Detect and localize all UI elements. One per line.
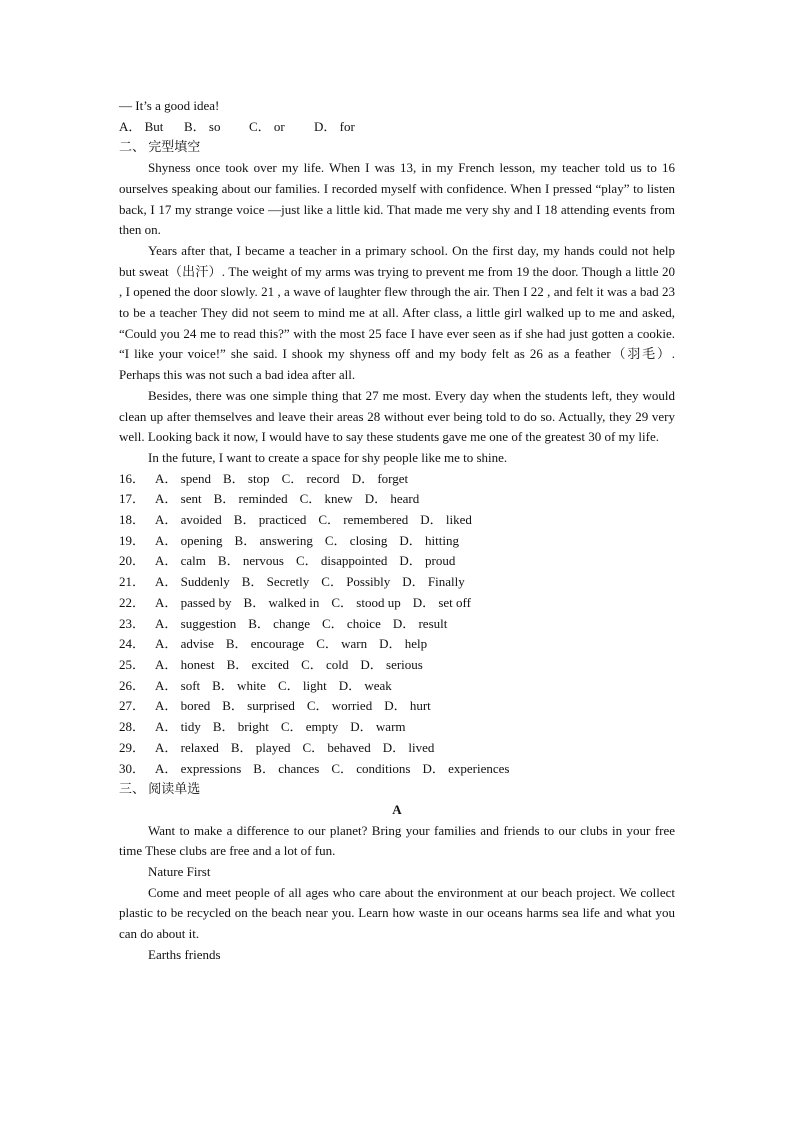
option-b: B． stop — [222, 470, 270, 486]
question-number: 24． — [119, 636, 146, 652]
option-d: D． heard — [364, 491, 420, 507]
option-c: C． cold — [301, 656, 349, 672]
question-row — [119, 717, 675, 738]
question-row — [119, 489, 675, 510]
option-c: C． Possibly — [321, 574, 391, 590]
question-number: 21． — [119, 574, 146, 590]
option-b: B． white — [212, 677, 266, 693]
question-row — [119, 655, 675, 676]
option-b: B． walked in — [243, 594, 320, 610]
cloze-paragraph-1: Shyness once took over my life. When I was 13, in my French lesson, my teacher told us to 16 ourselves speaking about our families. I recorded myself with confidence. When I pressed “play” to listen back, I 17 my strange voice —just like a little kid. That made me very shy and I 18 attending events from then on. — [119, 160, 675, 238]
option-a: A． avoided — [155, 512, 222, 528]
option-d: D． hitting — [399, 532, 459, 548]
question-row — [119, 510, 675, 531]
option-c: C． closing — [324, 532, 388, 548]
club-title-earths-friends: Earths friends — [148, 946, 221, 962]
option-d: D． forget — [351, 470, 409, 486]
question-number: 18． — [119, 512, 146, 528]
club-text-nature-first: Come and meet people of all ages who care about the environment at our beach project. We collect plastic to be recycled on the beach near you. Learn how waste in our oceans harms sea life and what you can do about it. — [119, 884, 675, 942]
option-c: C． worried — [306, 698, 373, 714]
club-title-nature-first: Nature First — [148, 864, 211, 880]
option-d: D． experiences — [422, 760, 510, 776]
option-c: C． remembered — [318, 512, 409, 528]
option-b: B． change — [248, 615, 310, 631]
cloze-paragraph-2: Years after that, I became a teacher in a primary school. On the first day, my hands could not help but sweat（出汗）. The weight of my arms was trying to prevent me from 19 the door. Though a little 20 , I opened the door slowly. 21 , a wave of laughter flew through the air. Then I 22 , and felt it was a bad 23 to be a teacher They did not seem to mind me at all. After class, a little girl walked up to me and asked, “Could you 24 me to read this?” with the most 25 face I have ever seen as if she had just gotten a cookie. “I like your voice!” she said. I shook my shyness off and my body felt as 26 as a feather（羽毛）. Perhaps this was not such a bad idea after all. — [119, 242, 675, 383]
question-row — [119, 759, 675, 780]
option-b: B． Secretly — [241, 574, 310, 590]
option-c: C． knew — [299, 491, 353, 507]
option-d: D． lived — [382, 739, 435, 755]
option-a: A． calm — [155, 553, 206, 569]
question-row — [119, 469, 675, 490]
question-number: 28． — [119, 719, 146, 735]
option-c: C． stood up — [331, 594, 401, 610]
option-c: C． record — [281, 470, 340, 486]
option-a: A． honest — [155, 656, 215, 672]
cloze-paragraph-4: In the future, I want to create a space for shy people like me to shine. — [148, 449, 508, 465]
option-a: A． relaxed — [155, 739, 219, 755]
option-b: B． reminded — [213, 491, 288, 507]
option-row-15 — [119, 117, 675, 138]
question-number: 25． — [119, 656, 146, 672]
option-b: B． chances — [253, 760, 320, 776]
option-b: B． surprised — [222, 698, 295, 714]
option-d: D． Finally — [402, 574, 465, 590]
cloze-paragraph-3: Besides, there was one simple thing that 27 me most. Every day when the students left, they would clean up after themselves and leave their areas 28 without ever being told to do so. Actually, they 29 very well. Looking back it now, I would have to say these students gave me one of the greatest 30 of my life. — [119, 387, 675, 445]
reading-intro: Want to make a difference to our planet? Bring your families and friends to our clubs in your free time These clubs are free and a lot of fun. — [119, 822, 675, 859]
question-number: 22． — [119, 594, 146, 610]
option-a: A． bored — [155, 698, 211, 714]
section-heading-cloze: 二、 完型填空 — [119, 139, 201, 155]
option-d: D． warm — [350, 719, 406, 735]
passage-label: A — [392, 801, 402, 817]
option-a: A． sent — [155, 491, 202, 507]
option-a: A． Suddenly — [155, 574, 230, 590]
option-b: B． excited — [226, 656, 290, 672]
question-number: 23． — [119, 615, 146, 631]
option-a: A． soft — [155, 677, 201, 693]
question-number: 19． — [119, 532, 146, 548]
option-b: B． bright — [212, 719, 269, 735]
option-d: D． serious — [360, 656, 423, 672]
question-row — [119, 634, 675, 655]
option-c: C． conditions — [331, 760, 411, 776]
question-row — [119, 696, 675, 717]
option-c: C． choice — [322, 615, 381, 631]
option-c: C． or — [249, 118, 285, 134]
question-row — [119, 614, 675, 635]
section-heading-reading: 三、 阅读单选 — [119, 781, 201, 797]
option-d: D． result — [392, 615, 448, 631]
option-b: B． so — [184, 118, 221, 134]
option-d: D． weak — [338, 677, 392, 693]
question-row — [119, 738, 675, 759]
dialog-line: — It’s a good idea! — [119, 98, 220, 113]
option-c: C． light — [277, 677, 327, 693]
option-c: C． empty — [280, 719, 339, 735]
option-a: A． passed by — [155, 594, 232, 610]
option-a: A． opening — [155, 532, 223, 548]
option-b: B． answering — [234, 532, 313, 548]
question-number: 26． — [119, 677, 146, 693]
option-a: A． But — [119, 118, 164, 134]
option-a: A． advise — [155, 636, 214, 652]
option-d: D． hurt — [384, 698, 431, 714]
option-c: C． warn — [316, 636, 368, 652]
question-number: 20． — [119, 553, 146, 569]
option-a: A． suggestion — [155, 615, 237, 631]
option-b: B． played — [230, 739, 291, 755]
question-row — [119, 593, 675, 614]
question-row — [119, 551, 675, 572]
question-number: 29． — [119, 739, 146, 755]
question-number: 17． — [119, 491, 146, 507]
question-row — [119, 531, 675, 552]
question-list — [119, 469, 675, 780]
question-row — [119, 676, 675, 697]
option-b: B． encourage — [225, 636, 305, 652]
option-d: D． liked — [420, 512, 472, 528]
option-d: D． for — [314, 118, 355, 134]
question-row — [119, 572, 675, 593]
option-d: D． help — [379, 636, 428, 652]
option-d: D． proud — [399, 553, 456, 569]
option-a: A． tidy — [155, 719, 201, 735]
document-content — [119, 96, 675, 966]
question-number: 30． — [119, 760, 146, 776]
option-d: D． set off — [412, 594, 471, 610]
option-a: A． spend — [155, 470, 211, 486]
option-b: B． nervous — [217, 553, 284, 569]
option-a: A． expressions — [155, 760, 242, 776]
question-number: 16． — [119, 470, 146, 486]
option-c: C． disappointed — [296, 553, 388, 569]
question-number: 27． — [119, 698, 146, 714]
option-b: B． practiced — [233, 512, 307, 528]
option-c: C． behaved — [302, 739, 371, 755]
